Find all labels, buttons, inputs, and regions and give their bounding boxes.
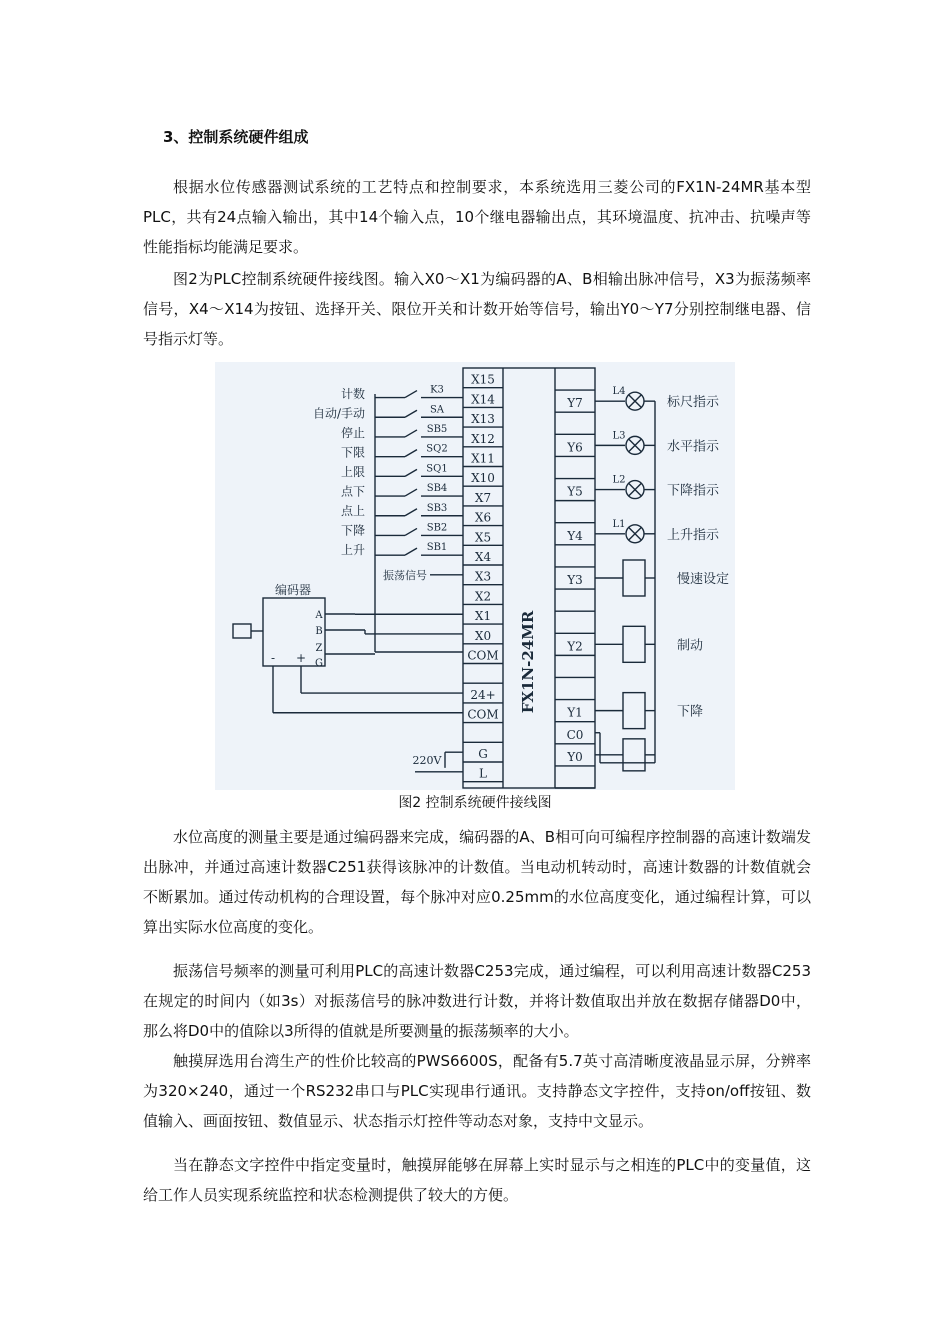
supply-label: 220V: [412, 754, 442, 768]
input-label: 上限: [340, 465, 365, 479]
input-terminal-label: G: [478, 747, 488, 761]
encoder-plus-label: +: [295, 651, 307, 665]
plc-model-label: FX1N-24MR: [519, 610, 537, 714]
lamp-code-label: L1: [612, 518, 626, 530]
input-terminal-label: X5: [474, 530, 492, 545]
input-label: 计数: [340, 387, 365, 401]
encoder-pin-label: B: [315, 626, 323, 637]
switch-code-label: K3: [430, 384, 444, 396]
heading: 3、控制系统硬件组成: [163, 128, 309, 146]
encoder-label: 编码器: [274, 583, 312, 597]
input-label: 点上: [340, 504, 365, 518]
input-label: 自动/手动: [312, 406, 365, 421]
relay-label: 慢速设定: [677, 572, 730, 587]
input-terminal-label: X10: [471, 471, 495, 486]
lamp-label: 下降指示: [667, 483, 720, 499]
output-terminal-label: Y3: [567, 573, 583, 588]
input-terminal-label: X12: [471, 431, 495, 446]
input-label: 下限: [340, 445, 365, 460]
switch-code-label: SA: [429, 404, 445, 416]
switch-code-label: SQ1: [426, 463, 448, 475]
paragraph-3: 水位高度的测量主要是通过编码器来完成，编码器的A、B相可向可编程序控制器的高速计数端发出脉冲，并通过高速计数器C251获得该脉冲的计数值。当电动机转动时，高速计数器的计数值就会不断累加。通过传动机构的合理设置，每个脉冲对应0.25mm的水位高度变化，通过编程计算，可以算出实际水位高度的变化。: [143, 828, 811, 936]
encoder-minus-label: -: [270, 651, 276, 665]
switch-code-label: SB3: [426, 502, 448, 514]
paragraph-1: 根据水位传感器测试系统的工艺特点和控制要求，本系统选用三菱公司的FX1N-24MR基本型PLC，共有24点输入输出，其中14个输入点，10个继电器输出点，其环境温度、抗冲击、抗噪声等性能指标均能满足要求。: [143, 178, 811, 256]
figure-caption: 图2 控制系统硬件接线图: [398, 795, 552, 811]
input-terminal-label: X4: [474, 550, 492, 564]
output-terminal-label: Y7: [567, 396, 583, 411]
switch-code-label: SQ2: [426, 443, 448, 455]
input-terminal-label: X6: [474, 510, 492, 525]
encoder-pin-label: Z: [315, 643, 323, 654]
paragraph-6: 当在静态文字控件中指定变量时，触摸屏能够在屏幕上实时显示与之相连的PLC中的变量值，这给工作人员实现系统监控和状态检测提供了较大的方便。: [143, 1156, 811, 1204]
output-terminal-label: Y0: [567, 749, 583, 764]
lamp-label: 上升指示: [667, 527, 720, 543]
encoder-pin-label: A: [315, 610, 323, 621]
oscillation-label: 振荡信号: [383, 568, 427, 582]
input-terminal-label: L: [479, 766, 487, 781]
wiring-diagram: [215, 362, 735, 790]
input-terminal-label: X15: [471, 372, 495, 387]
switch-code-label: SB1: [426, 542, 448, 554]
input-terminal-label: X2: [474, 589, 492, 604]
output-terminal-label: C0: [566, 727, 584, 742]
output-terminal-label: Y4: [567, 528, 583, 543]
input-terminal-label: X13: [471, 412, 495, 427]
input-terminal-label: X14: [471, 392, 495, 407]
input-label: 点下: [340, 484, 365, 499]
switch-code-label: SB4: [426, 483, 448, 495]
input-terminal-label: X1: [474, 609, 492, 624]
input-terminal-label: X11: [471, 451, 495, 466]
lamp-code-label: L3: [612, 430, 626, 442]
input-terminal-label: X3: [474, 569, 492, 584]
output-terminal-label: Y2: [567, 639, 583, 654]
lamp-label: 标尺指示: [667, 395, 720, 411]
relay-label: 制动: [677, 638, 704, 654]
relay-label: 下降: [677, 704, 704, 720]
encoder-pin-label: G: [315, 658, 323, 669]
input-terminal-label: X0: [474, 628, 492, 643]
switch-code-label: SB2: [426, 522, 448, 534]
output-terminal-label: Y6: [567, 440, 583, 455]
input-label: 停止: [340, 426, 365, 440]
lamp-code-label: L2: [612, 474, 626, 486]
lamp-code-label: L4: [612, 386, 626, 398]
output-terminal-label: Y1: [567, 705, 583, 720]
output-terminal-label: Y5: [567, 484, 583, 499]
paragraph-5: 触摸屏选用台湾生产的性价比较高的PWS6600S，配备有5.7英寸高清晰度液晶显示屏，分辨率为320×240，通过一个RS232串口与PLC实现串行通讯。支持静态文字控件，支持on/off按钮、数值输入、画面按钮、数值显示、状态指示灯控件等动态对象，支持中文显示。: [143, 1052, 811, 1130]
input-terminal-label: X7: [474, 490, 492, 505]
input-terminal-label: COM: [467, 707, 499, 722]
input-label: 下降: [340, 523, 365, 538]
paragraph-2: 图2为PLC控制系统硬件接线图。输入X0～X1为编码器的A、B相输出脉冲信号，X3为振荡频率信号，X4～X14为按钮、选择开关、限位开关和计数开始等信号，输出Y0～Y7分别控制继电器、信号指示灯等。: [143, 270, 811, 348]
lamp-label: 水平指示: [667, 439, 720, 455]
input-terminal-label: 24+: [470, 687, 496, 702]
paragraph-4: 振荡信号频率的测量可利用PLC的高速计数器C253完成，通过编程，可以利用高速计数器C253在规定的时间内（如3s）对振荡信号的脉冲数进行计数，并将计数值取出并放在数据存储器D0中，那么将D0中的值除以3所得的值就是所要测量的振荡频率的大小。: [143, 962, 811, 1040]
input-label: 上升: [340, 543, 365, 557]
input-terminal-label: COM: [467, 648, 499, 663]
switch-code-label: SB5: [426, 423, 448, 435]
